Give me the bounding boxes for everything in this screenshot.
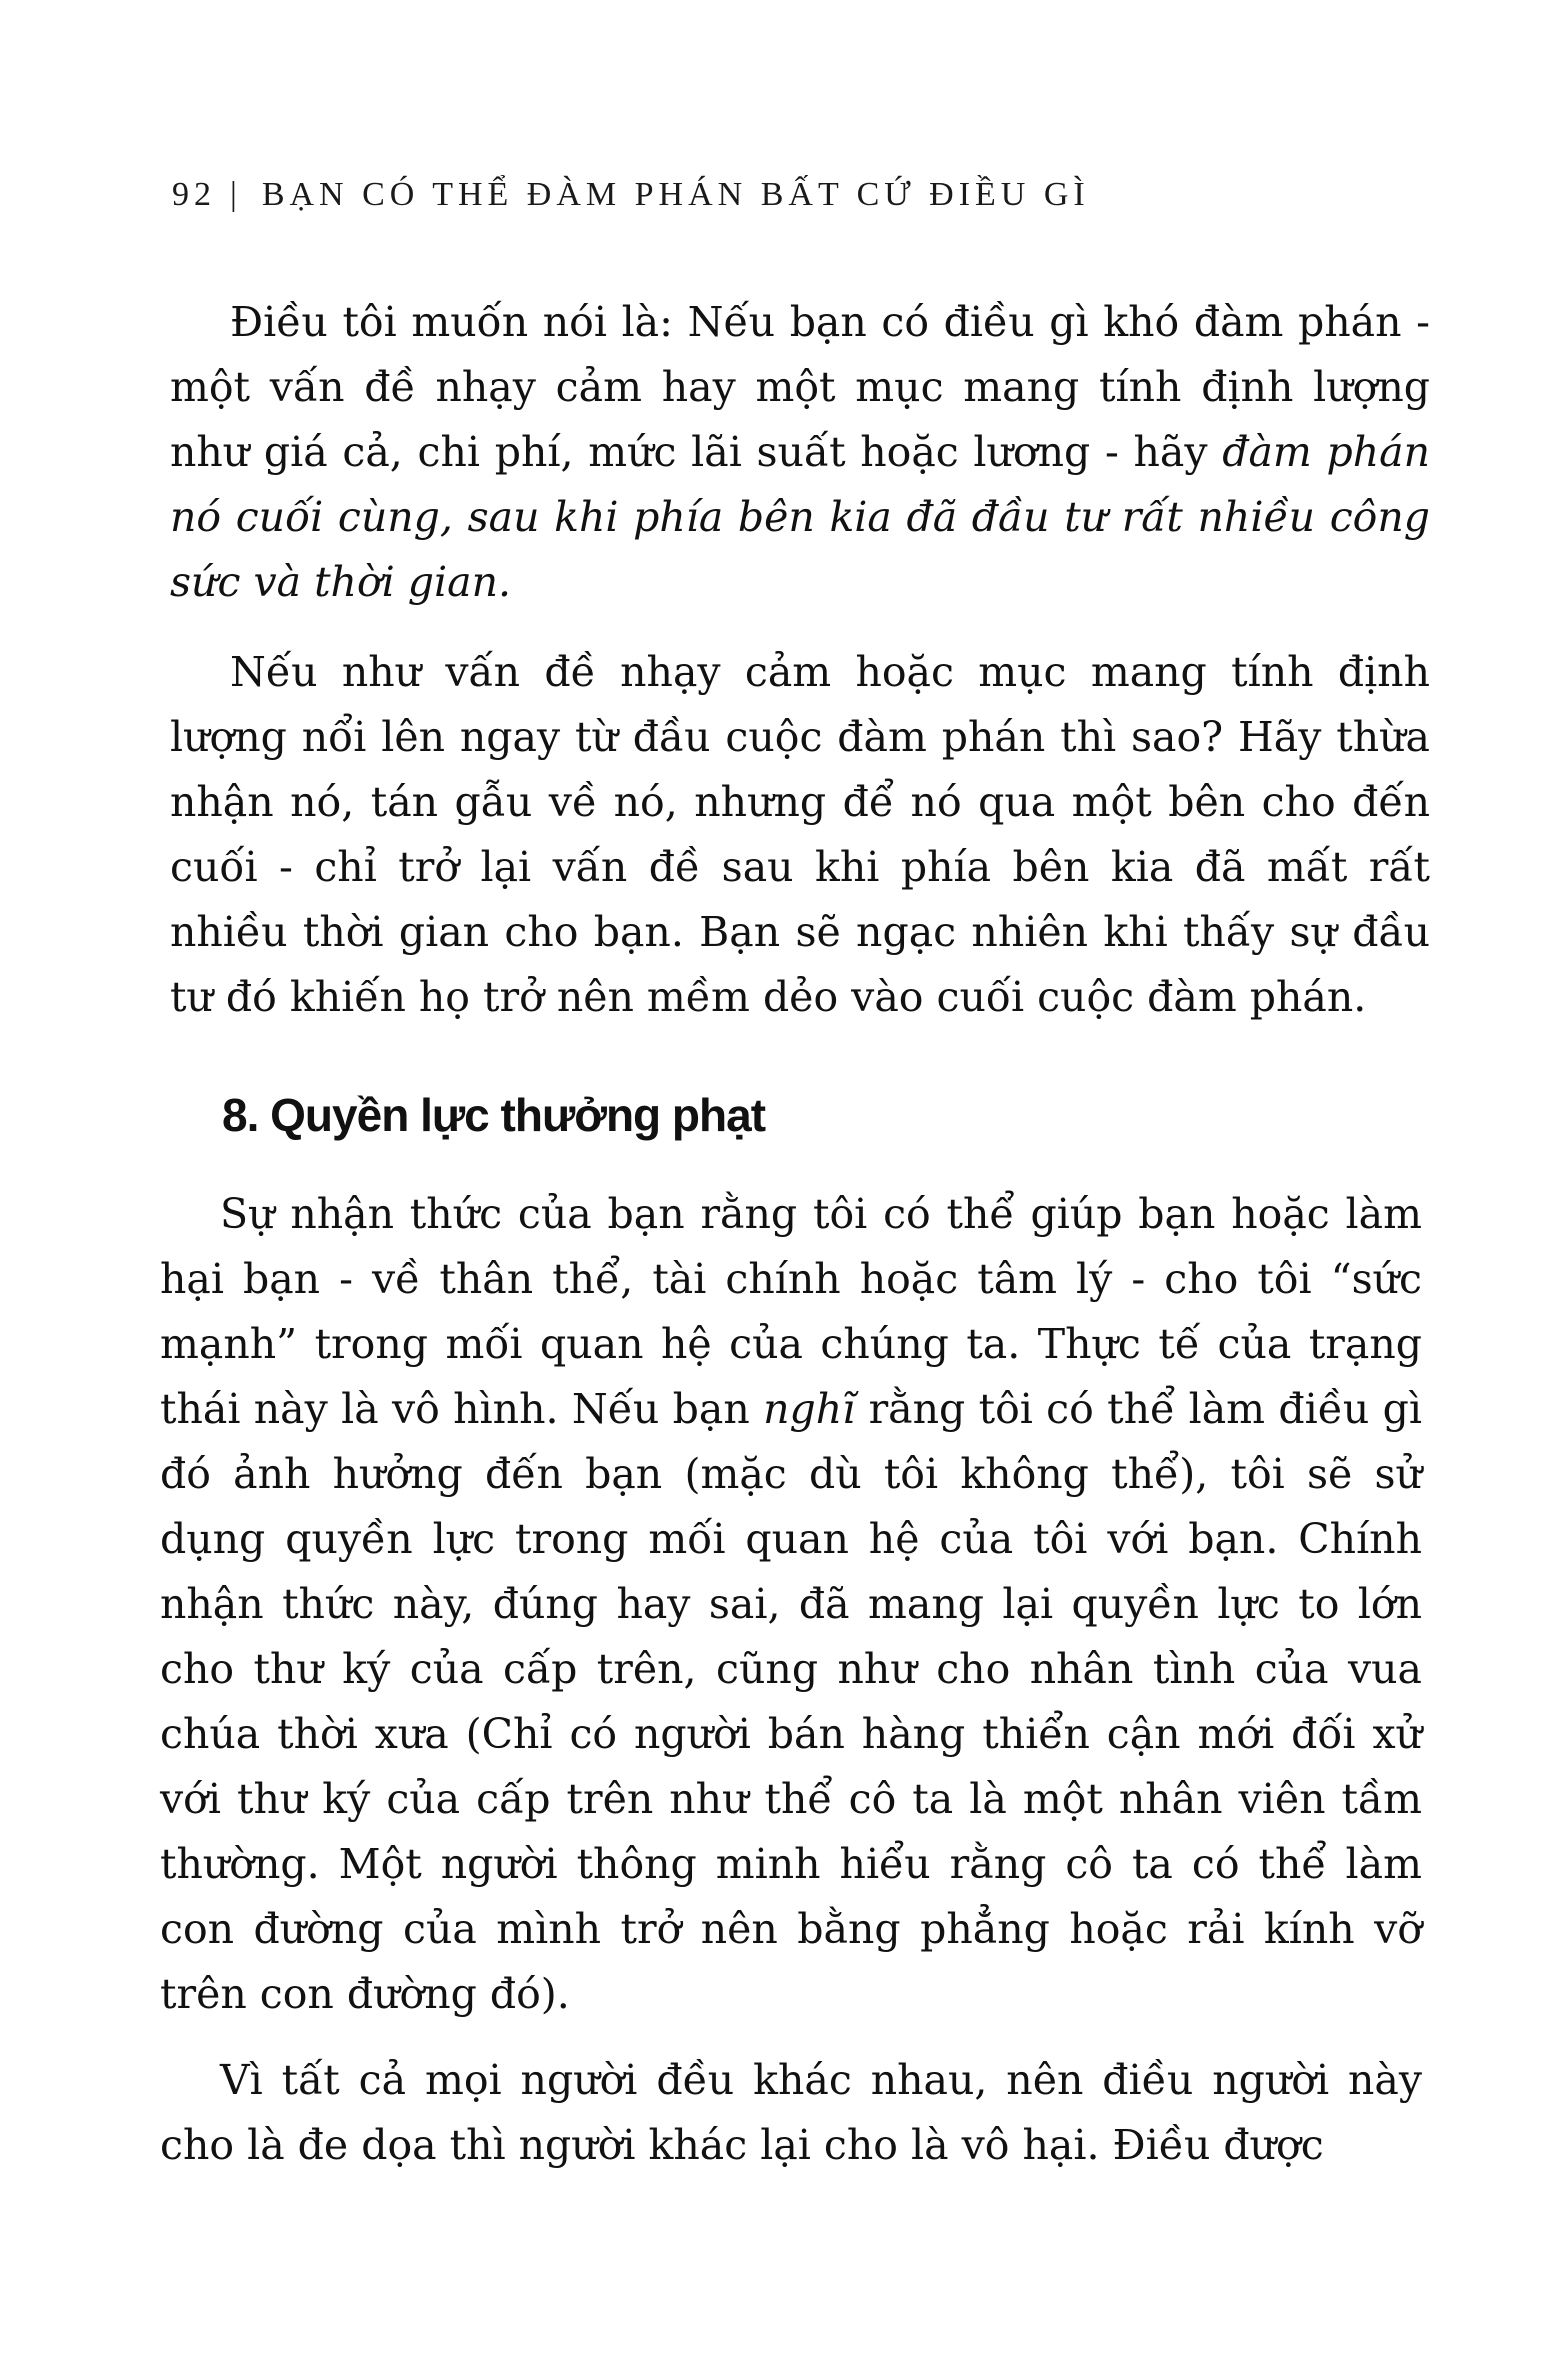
paragraph-1-italic: đàm phán nó cuối cùng, sau khi phía bên kia đã đầu tư rất nhiều công sức và thời gian. xyxy=(170,428,1430,606)
running-header xyxy=(172,176,1090,214)
paragraph-1 xyxy=(170,290,1430,615)
paragraph-3-italic: nghĩ xyxy=(763,1385,856,1433)
paragraph-2-text: Nếu như vấn đề nhạy cảm hoặc mục mang tính định lượng nổi lên ngay từ đầu cuộc đàm phán thì sao? Hãy thừa nhận nó, tán gẫu về nó, nhưng để nó qua một bên cho đến cuối - chỉ trở lại vấn đề sau khi phía bên kia đã mất rất nhiều thời gian cho bạn. Bạn sẽ ngạc nhiên khi thấy sự đầu tư đó khiến họ trở nên mềm dẻo vào cuối cuộc đàm phán. xyxy=(170,648,1430,1021)
paragraph-3 xyxy=(160,1182,1422,2027)
paragraph-3-part-2: rằng tôi có thể làm điều gì đó ảnh hưởng đến bạn (mặc dù tôi không thể), tôi sẽ sử dụng quyền lực trong mối quan hệ của tôi với bạn. Chính nhận thức này, đúng hay sai, đã mang lại quyền lực to lớn cho thư ký của cấp trên, cũng như cho nhân tình của vua chúa thời xưa (Chỉ có người bán hàng thiển cận mới đối xử với thư ký của cấp trên như thể cô ta là một nhân viên tầm thường. Một người thông minh hiểu rằng cô ta có thể làm con đường của mình trở nên bằng phẳng hoặc rải kính vỡ trên con đường đó). xyxy=(160,1385,1423,2018)
paragraph-4 xyxy=(160,2048,1422,2178)
header-separator: | xyxy=(230,176,242,213)
book-title: BẠN CÓ THỂ ĐÀM PHÁN BẤT CỨ ĐIỀU GÌ xyxy=(261,176,1090,213)
page-number: 92 xyxy=(172,176,216,213)
paragraph-2 xyxy=(170,640,1430,1030)
section-heading: 8. Quyền lực thưởng phạt xyxy=(222,1089,766,1141)
paragraph-3-part-1: Sự nhận thức của bạn rằng tôi có thể giúp bạn hoặc làm hại bạn - về thân thể, tài chính hoặc tâm lý - cho tôi “sức mạnh” trong mối quan hệ của chúng ta. Thực tế của trạng thái này là vô hình. Nếu bạn xyxy=(160,1190,1422,1433)
paragraph-4-text: Vì tất cả mọi người đều khác nhau, nên điều người này cho là đe dọa thì người khác lại cho là vô hại. Điều được xyxy=(160,2056,1422,2169)
paragraph-1-regular: Điều tôi muốn nói là: Nếu bạn có điều gì khó đàm phán - một vấn đề nhạy cảm hay một mục mang tính định lượng như giá cả, chi phí, mức lãi suất hoặc lương - hãy xyxy=(170,298,1430,476)
